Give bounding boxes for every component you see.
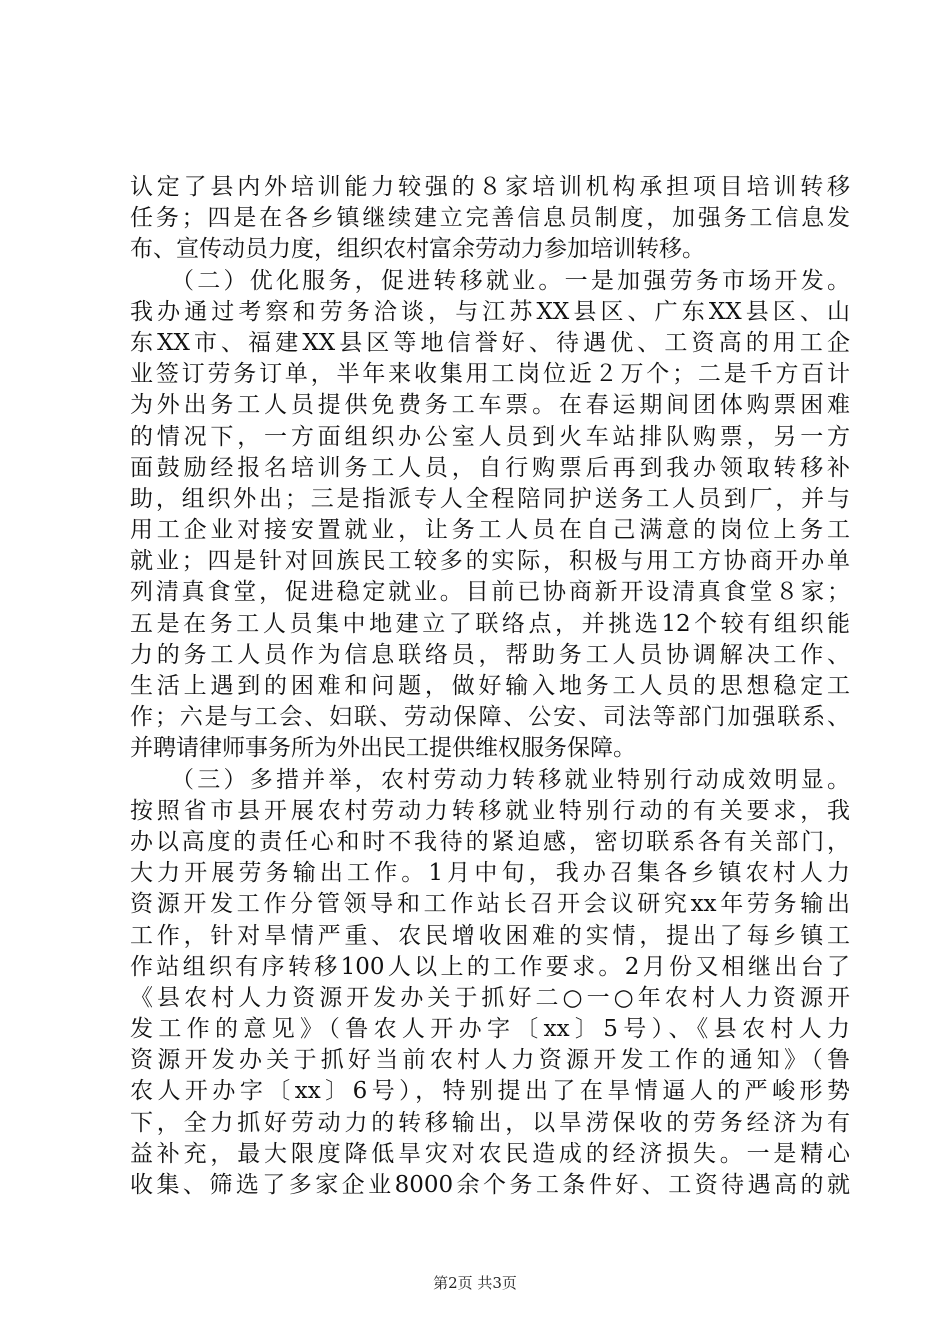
text-line: 业签订劳务订单，半年来收集用工岗位近２万个；二是千方百计 xyxy=(130,361,850,388)
text-line: 东XX市、福建XX县区等地信誉好、待遇优、工资高的用工企 xyxy=(130,329,850,356)
text-line: 按照省市县开展农村劳动力转移就业特别行动的有关要求，我 xyxy=(130,797,850,824)
text-line: 助，组织外出；三是指派专人全程陪同护送务工人员到厂，并与 xyxy=(130,485,850,512)
text-line: 《县农村人力资源开发办关于抓好二○一○年农村人力资源开 xyxy=(130,984,850,1011)
text-line: 任务；四是在各乡镇继续建立完善信息员制度，加强务工信息发 xyxy=(130,205,850,232)
text-line: 益补充，最大限度降低旱灾对农民造成的经济损失。一是精心 xyxy=(130,1140,850,1167)
text-line: （三）多措并举，农村劳动力转移就业特别行动成效明显。 xyxy=(130,766,850,793)
text-line: 资源开发工作分管领导和工作站长召开会议研究xx年劳务输出 xyxy=(130,891,850,918)
text-line: 就业；四是针对回族民工较多的实际，积极与用工方协商开办单 xyxy=(130,548,850,575)
text-line: 用工企业对接安置就业，让务工人员在自己满意的岗位上务工 xyxy=(130,517,850,544)
text-line: 工作，针对旱情严重、农民增收困难的实情，提出了每乡镇工 xyxy=(130,922,850,949)
text-line: 农人开办字〔xx〕6号），特别提出了在旱情逼人的严峻形势 xyxy=(130,1078,850,1105)
text-line: 作站组织有序转移100人以上的工作要求。2月份又相继出台了 xyxy=(130,953,850,980)
text-line: 五是在务工人员集中地建立了联络点，并挑选12个较有组织能 xyxy=(130,610,850,637)
text-line: 下，全力抓好劳动力的转移输出，以旱涝保收的劳务经济为有 xyxy=(130,1109,850,1136)
text-line: 为外出务工人员提供免费务工车票。在春运期间团体购票困难 xyxy=(130,392,850,419)
text-line: 面鼓励经报名培训务工人员，自行购票后再到我办领取转移补 xyxy=(130,454,850,481)
text-line: 大力开展劳务输出工作。1月中旬，我办召集各乡镇农村人力 xyxy=(130,860,850,887)
text-line: 资源开发办关于抓好当前农村人力资源开发工作的通知》（鲁 xyxy=(130,1047,850,1074)
text-line: 布、宣传动员力度，组织农村富余劳动力参加培训转移。 xyxy=(130,236,705,263)
text-line: 我办通过考察和劳务洽谈，与江苏XX县区、广东XX县区、山 xyxy=(130,298,850,325)
text-line: 列清真食堂，促进稳定就业。目前已协商新开设清真食堂８家； xyxy=(130,579,850,606)
body-text xyxy=(130,172,850,1201)
text-line: 并聘请律师事务所为外出民工提供维权服务保障。 xyxy=(130,735,636,762)
text-line: （二）优化服务，促进转移就业。一是加强劳务市场开发。 xyxy=(130,267,850,294)
text-line: 认定了县内外培训能力较强的８家培训机构承担项目培训转移 xyxy=(130,174,850,200)
text-line: 发工作的意见》（鲁农人开办字〔xx〕5号）、《县农村人力 xyxy=(130,1016,850,1043)
page-footer: 第2页 共3页 xyxy=(433,1274,517,1292)
text-line: 生活上遇到的困难和问题，做好输入地务工人员的思想稳定工 xyxy=(130,673,850,699)
text-line: 办以高度的责任心和时不我待的紧迫感，密切联系各有关部门， xyxy=(130,828,850,855)
text-line: 力的务工人员作为信息联络员，帮助务工人员协调解决工作、 xyxy=(130,641,850,668)
text-line: 收集、筛选了多家企业8000余个务工条件好、工资待遇高的就 xyxy=(130,1172,850,1198)
text-line: 的情况下，一方面组织办公室人员到火车站排队购票，另一方 xyxy=(130,423,850,450)
text-line: 作；六是与工会、妇联、劳动保障、公安、司法等部门加强联系、 xyxy=(130,704,850,731)
